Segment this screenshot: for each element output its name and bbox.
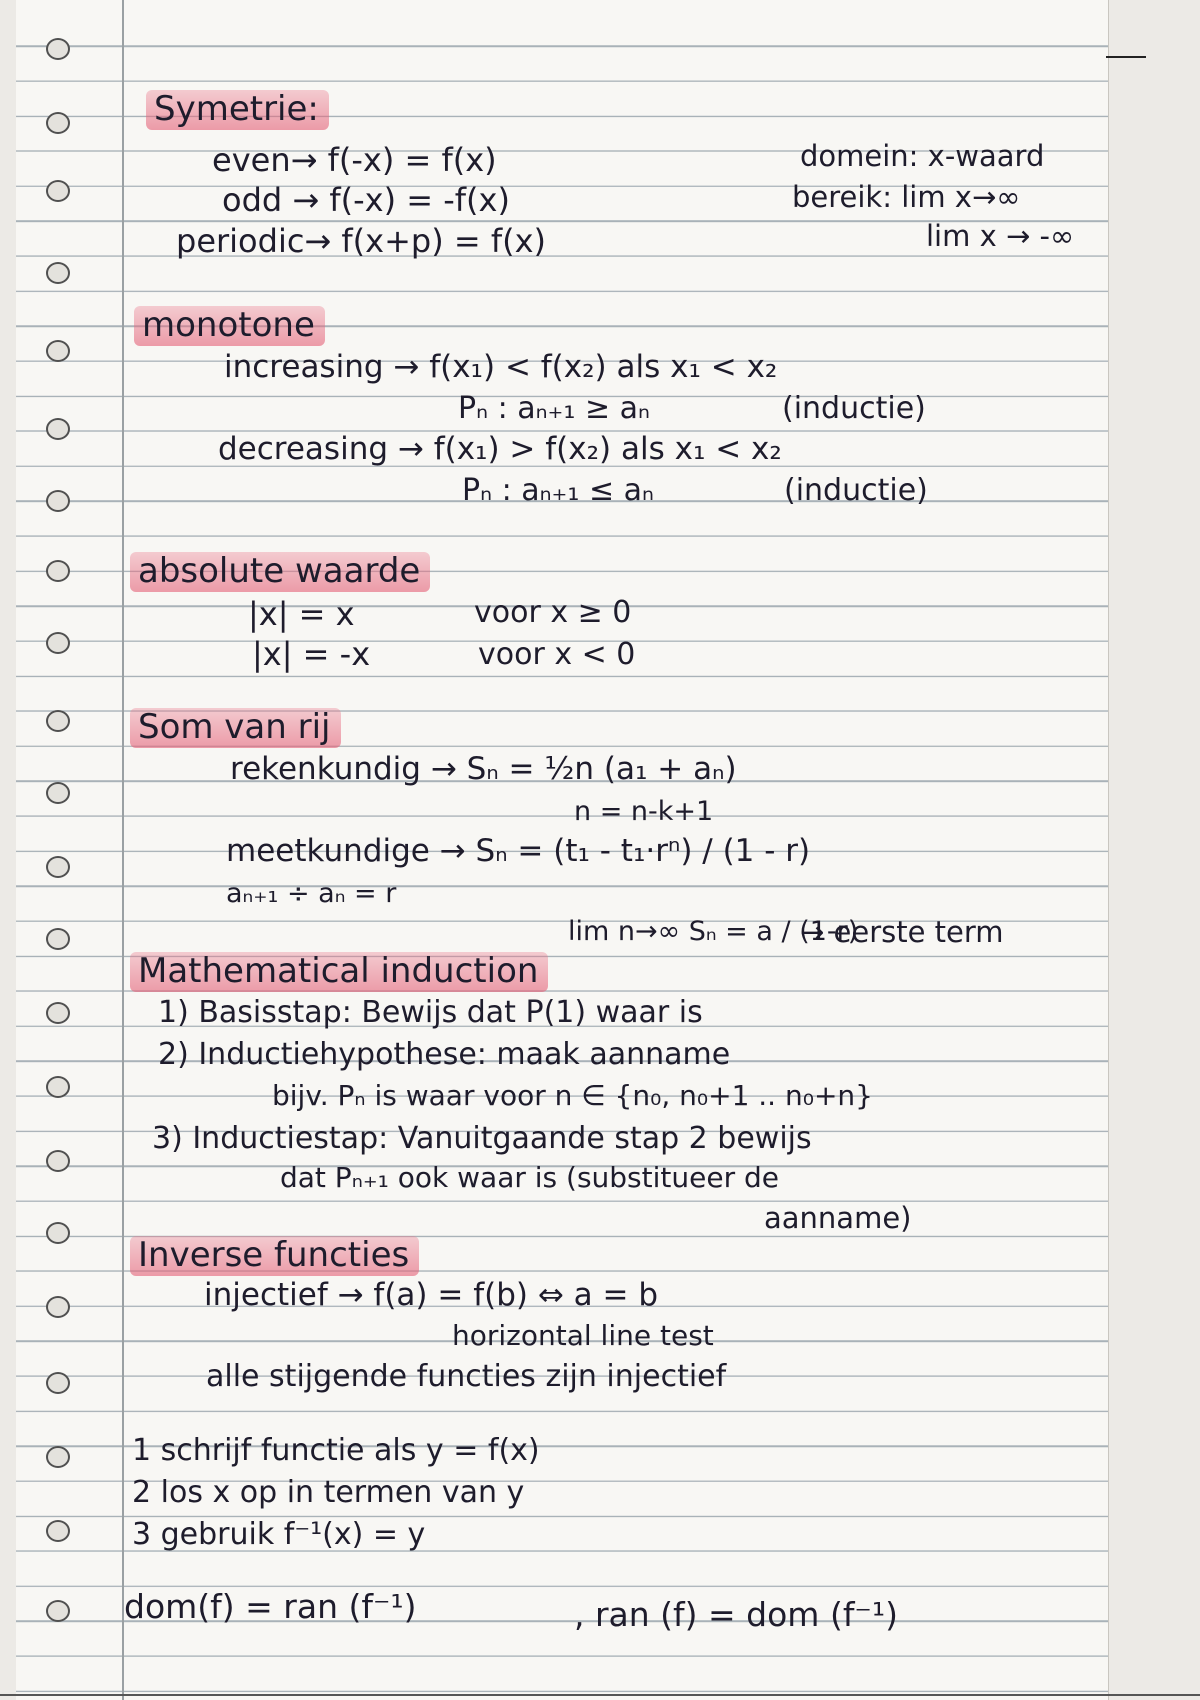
note-horizontal-line-test: horizontal line test [452,1319,714,1352]
punch-hole [46,1222,70,1244]
note-range: bereik: lim x→∞ [792,180,1021,214]
note-decreasing: decreasing → f(x₁) > f(x₂) als x₁ < x₂ [218,431,782,467]
note-induction-step3-cont: dat Pₙ₊₁ ook waar is (substitueer de [280,1161,779,1194]
note-induction-step3: 3) Inductiestap: Vanuitgaande stap 2 bewijs [152,1121,812,1156]
note-ratio: aₙ₊₁ ÷ aₙ = r [226,878,397,909]
note-induction-step3-end: aanname) [764,1201,912,1235]
note-abs-positive-condition: voor x ≥ 0 [474,595,632,630]
margin-line [122,0,124,1700]
note-range-neg: lim x → -∞ [926,219,1075,253]
note-domain-inverse: dom(f) = ran (f⁻¹) [124,1587,417,1626]
punch-hole [46,1076,70,1098]
punch-hole [46,340,70,362]
note-decreasing-pn: Pₙ : aₙ₊₁ ≤ aₙ [462,473,654,508]
heading-monotone: monotone [134,306,325,346]
note-inverse-step2: 2 los x op in termen van y [132,1475,525,1510]
note-odd: odd → f(-x) = -f(x) [222,181,510,219]
punch-hole [46,710,70,732]
note-inverse-step1: 1 schrijf functie als y = f(x) [132,1433,540,1468]
bottom-rule [0,1694,1200,1696]
heading-symmetry: Symetrie: [146,90,329,130]
note-induction-step2-example: bijv. Pₙ is waar voor n ∈ {n₀, n₀+1 .. n₀+n} [272,1079,873,1112]
punch-hole [46,856,70,878]
note-increasing-induction: (inductie) [782,391,926,426]
edge-mark [1106,56,1146,58]
note-induction-step1: 1) Basisstap: Bewijs dat P(1) waar is [158,995,703,1030]
punch-hole [46,1372,70,1394]
punch-hole [46,928,70,950]
punch-hole [46,1520,70,1542]
punch-hole [46,1002,70,1024]
note-induction-step2: 2) Inductiehypothese: maak aanname [158,1037,731,1072]
note-injective: injectief → f(a) = f(b) ⇔ a = b [204,1277,659,1313]
heading-absolute-value: absolute waarde [130,552,430,592]
heading-mathematical-induction: Mathematical induction [130,952,548,992]
note-arithmetic-sum: rekenkundig → Sₙ = ½n (a₁ + aₙ) [230,751,737,787]
note-even: even→ f(-x) = f(x) [212,141,497,179]
punch-hole [46,632,70,654]
punch-hole [46,560,70,582]
punch-hole [46,1446,70,1468]
note-abs-positive: |x| = x [248,595,355,633]
punch-hole [46,1150,70,1172]
heading-sum-of-series: Som van rij [130,708,341,748]
note-range-inverse: , ran (f) = dom (f⁻¹) [574,1595,898,1634]
note-periodic: periodic→ f(x+p) = f(x) [176,222,547,260]
note-increasing: increasing → f(x₁) < f(x₂) als x₁ < x₂ [224,349,778,385]
punch-hole [46,180,70,202]
punch-hole [46,782,70,804]
note-domain: domein: x-waard [800,139,1045,173]
note-arithmetic-n: n = n-k+1 [574,796,714,827]
note-abs-negative-condition: voor x < 0 [478,637,636,672]
punch-hole [46,490,70,512]
note-rising-injective: alle stijgende functies zijn injectief [206,1359,727,1394]
note-limit: lim n→∞ Sₙ = a / (1-r) [568,916,859,947]
note-abs-negative: |x| = -x [252,635,371,673]
punch-hole [46,262,70,284]
note-increasing-pn: Pₙ : aₙ₊₁ ≥ aₙ [458,391,650,426]
note-geometric-sum: meetkundige → Sₙ = (t₁ - t₁·rⁿ) / (1 - r) [226,833,811,869]
note-limit-first-term: → eerste term [800,915,1004,949]
note-decreasing-induction: (inductie) [784,473,928,508]
punch-hole [46,1296,70,1318]
punch-hole [46,1600,70,1622]
punch-hole [46,38,70,60]
punch-hole [46,418,70,440]
heading-inverse-functions: Inverse functies [130,1236,419,1276]
note-inverse-step3: 3 gebruik f⁻¹(x) = y [132,1517,426,1552]
punch-hole [46,112,70,134]
